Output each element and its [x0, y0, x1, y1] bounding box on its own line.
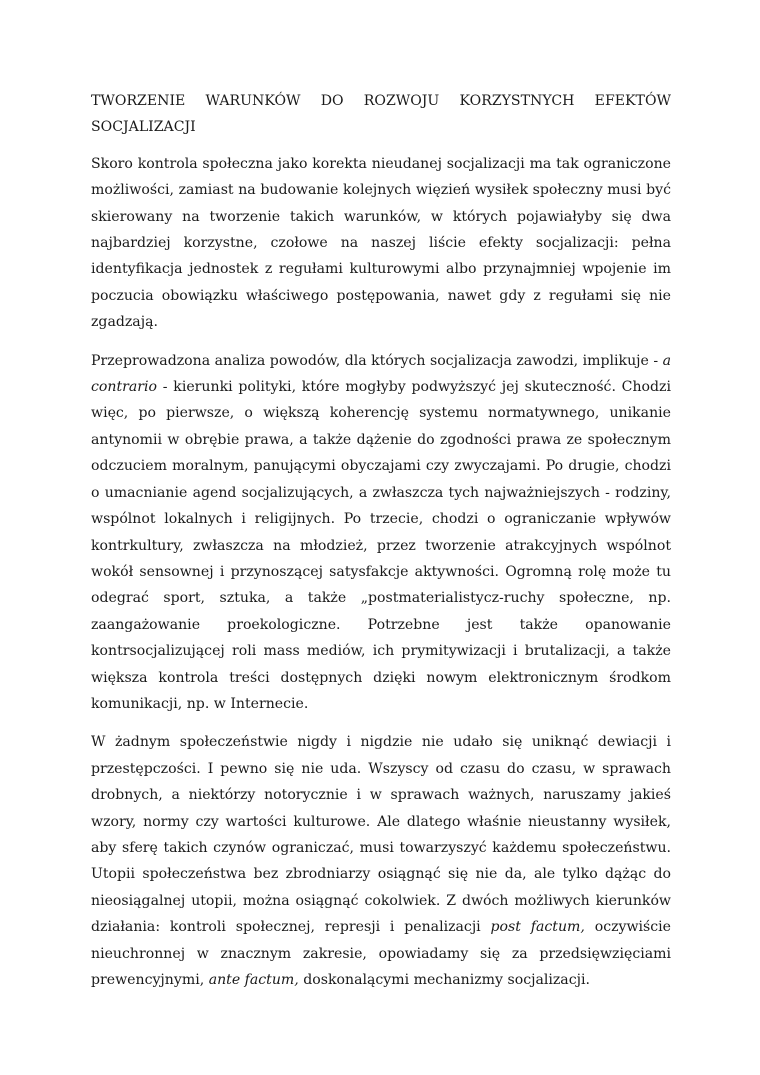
document-page	[91, 88, 671, 1005]
paragraph-3-italic-2: ante factum,	[208, 972, 299, 988]
paragraph-3-text-a: W żadnym społeczeństwie nigdy i nigdzie nie udało się uniknąć dewiacji i przestępczości. I pewno się nie uda. Wszyscy od czasu do czasu, w sprawach drobnych, a niektórzy notorycznie i w sprawach ważnych, naruszamy jakieś wzory, normy czy wartości kulturowe. Ale dlatego właśnie nieustanny wysiłek, aby sferę takich czynów ograniczać, musi towarzyszyć każdemu społeczeństwu. Utopii społeczeństwa bez zbrodniarzy osiągnąć się nie da, ale tylko dążąc do nieosiągalnej utopii, można osiągnąć cokolwiek. Z dwóch możliwych kierunków działania: kontroli społecznej, represji i penalizacji	[91, 734, 671, 936]
section-heading: TWORZENIE WARUNKÓW DO ROZWOJU KORZYSTNYCH EFEKTÓW SOCJALIZACJI	[91, 93, 671, 136]
paragraph-3-text-b: oczywiście nieuchronnej w znacznym zakresie, opowiadamy się za przedsięwzięciami prewencyjnymi,	[91, 919, 672, 988]
paragraph-2	[91, 348, 671, 718]
paragraph-3	[91, 729, 671, 993]
paragraph-3-text-c: doskonalącymi mechanizmy socjalizacji.	[298, 972, 590, 988]
paragraph-2-text-a: Przeprowadzona analiza powodów, dla których socjalizacja zawodzi, implikuje -	[91, 352, 663, 369]
paragraph-3-italic-1: post factum,	[490, 919, 585, 936]
paragraph-2-text-b: - kierunki polityki, które mogłyby podwyższyć jej skuteczność. Chodzi więc, po pierwsze, o większą koherencję systemu normatywnego, unikanie antynomii w obrębie prawa, a także dążenie do zgodności prawa ze społecznym odczuciem moralnym, panującymi obyczajami czy zwyczajami. Po drugie, chodzi o umacnianie agend socjalizujących, a zwłaszcza tych najważniejszych - rodziny, wspólnot lokalnych i religijnych. Po trzecie, chodzi o ograniczanie wpływów kontrkultury, zwłaszcza na młodzież, przez tworzenie atrakcyjnych wspólnot wokół sensownej i przynoszącej satysfakcje aktywności. Ogromną rolę może tu odegrać sport, sztuka, a także „postmaterialistycz-ruchy społeczne, np. zaangażowanie proekologiczne. Potrzebne jest także opanowanie kontrsocjalizującej roli mass mediów, ich prymitywizacji i brutalizacji, a także większa kontrola treści dostępnych dzięki nowym elektronicznym środkom komunikacji, np. w Internecie.	[91, 379, 671, 712]
paragraph-2-italic: a contrario	[91, 352, 671, 396]
paragraph-1: Skoro kontrola społeczna jako korekta nieudanej socjalizacji ma tak ograniczone możliwości, zamiast na budowanie kolejnych więzień wysiłek społeczny musi być skierowany na tworzenie takich warunków, w których pojawiałyby się dwa najbardziej korzystne, czołowe na naszej liście efekty socjalizacji: pełna identyfikacja jednostek z regułami kulturowymi albo przynajmniej wpojenie im poczucia obowiązku właściwego postępowania, nawet gdy z regułami się nie zgadzają.	[91, 155, 671, 331]
